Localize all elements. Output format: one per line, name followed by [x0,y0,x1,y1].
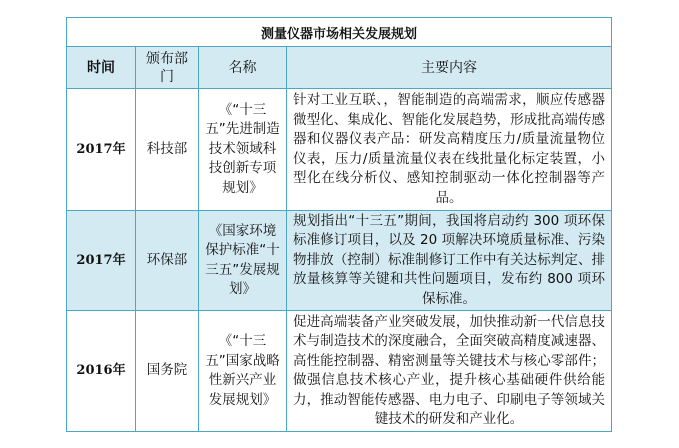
cell-year: 2017年 [67,211,136,311]
plan-table [66,17,612,432]
cell-department: 科技部 [136,89,199,211]
table-row [67,211,612,311]
header-content: 主要内容 [287,47,612,89]
table-row [67,311,612,432]
cell-department: 环保部 [136,211,199,311]
cell-name: 《“十三五”国家战略性新兴产业发展规划》 [199,311,287,432]
cell-year: 2016年 [67,311,136,432]
cell-content: 针对工业互联、，智能制造的高端需求，顺应传感器微型化、集成化、智能化发展趋势，形成批高端传感器和仪器仪表产品：研发高精度压力/质量流量物位仪表，压力/质量流量仪表在线批量化标定装置，小型化在线分析仪、感知控制驱动一体化控制器等产品。 [287,89,612,211]
cell-department: 国务院 [136,311,199,432]
cell-year: 2017年 [67,89,136,211]
cell-content: 规划指出“十三五”期间，我国将启动约 300 项环保标准修订项目，以及 20 项解决环境质量标准、污染物排放（控制）标准制修订工作中有关达标判定、排放量核算等关键和共性问题项目，发布约 800 项环保标准。 [287,211,612,311]
cell-name: 《国家环境保护标准“十三五”发展规划》 [199,211,287,311]
cell-content: 促进高端装备产业突破发展，加快推动新一代信息技术与制造技术的深度融合，全面突破高精度减速器、高性能控制器、精密测量等关键技术与核心零部件；做强信息技术核心产业，提升核心基础硬件供给能力，推动智能传感器、电力电子、印刷电子等领域关键技术的研发和产业化。 [287,311,612,432]
title-row [67,18,612,47]
header-name: 名称 [199,47,287,89]
header-department: 颁布部门 [136,47,199,89]
table-row [67,89,612,211]
table-title: 测量仪器市场相关发展规划 [67,18,612,47]
header-time: 时间 [67,47,136,89]
header-row [67,47,612,89]
cell-name: 《“十三五”先进制造技术领域科技创新专项规划》 [199,89,287,211]
